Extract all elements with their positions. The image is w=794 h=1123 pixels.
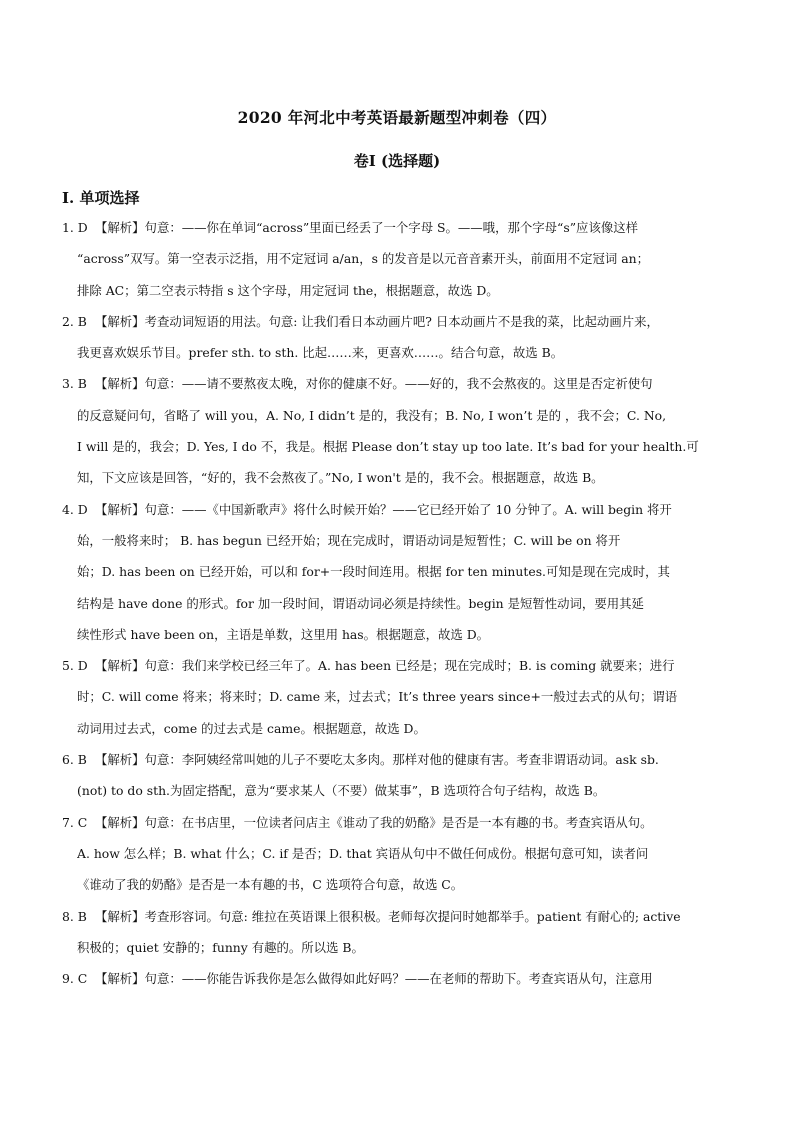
- answer-text-line: 续性形式 have been on，主语是单数，这里用 has。根据题意，故选 D。: [77, 626, 490, 642]
- answer-number: 8. B: [62, 908, 87, 924]
- answer-text-line: 【解析】句意：在书店里，一位读者问店主《谁动了我的奶酪》是否是一本有趣的书。考查宾语从句。: [95, 814, 653, 830]
- answer-text-line: 的反意疑问句，省略了 will you，A. No, I didn’t 是的，我没有；B. No, I won’t 是的 ，我不会；C. No,: [77, 407, 667, 423]
- answer-text-line: 始，一般将来时； B. has begun 已经开始；现在完成时，谓语动词是短暂性；C. will be on 将开: [77, 532, 621, 548]
- page-title: 2020 年河北中考英语最新题型冲刺卷（四）: [237, 108, 557, 127]
- answer-text-line: 始；D. has been on 已经开始，可以和 for+一段时间连用。根据 for ten minutes.可知是现在完成时，其: [77, 564, 670, 580]
- answer-item: [62, 212, 734, 306]
- answer-item: [62, 306, 734, 369]
- answer-text-line: (not) to do sth.为固定搭配，意为“要求某人（不要）做某事”，B 选项符合句子结构，故选 B。: [77, 783, 606, 799]
- answer-number: 5. D: [62, 658, 88, 674]
- answer-number: 9. C: [62, 971, 88, 987]
- answer-text-line: 【解析】句意：——你在单词“across”里面已经丢了一个字母 S。——哦，那个字母“s”应该像这样: [95, 220, 639, 235]
- answer-text-line: 知，下文应该是回答，“好的，我不会熬夜了。”No, I won't 是的，我不会。根据题意，故选 B。: [77, 470, 604, 486]
- answer-text-line: 【解析】考查动词短语的用法。句意: 让我们看日本动画片吧? 日本动画片不是我的菜，比起动画片来，: [95, 313, 659, 329]
- answer-item: [62, 963, 734, 994]
- answer-text-line: 【解析】考查形容词。句意: 维拉在英语课上很积极。老师每次提问时她都举手。patient 有耐心的; active: [95, 908, 681, 924]
- answer-text-line: 【解析】句意：——《中国新歌声》将什么时候开始？——它已经开始了 10 分钟了。A. will begin 将开: [95, 501, 672, 517]
- answer-text-line: 我更喜欢娱乐节目。prefer sth. to sth. 比起……来，更喜欢……。结合句意，故选 B。: [77, 345, 564, 361]
- answer-list: [62, 212, 734, 994]
- answer-text-line: 【解析】句意：李阿姨经常叫她的儿子不要吃太多肉。那样对他的健康有害。考查非谓语动词。ask sb.: [95, 752, 659, 768]
- section-subtitle: 卷I (选择题): [353, 152, 441, 170]
- answer-number: 4. D: [62, 501, 88, 517]
- answer-number: 6. B: [62, 752, 87, 768]
- section-heading: I. 单项选择: [62, 189, 140, 207]
- answer-text-line: 结构是 have done 的形式。for 加一段时间，谓语动词必须是持续性。begin 是短暂性动词，要用其延: [77, 595, 644, 611]
- answer-number: 7. C: [62, 814, 88, 830]
- answer-number: 3. B: [62, 376, 87, 392]
- answer-text-line: 时；C. will come 将来；将来时；D. came 来，过去式；It’s three years since+一般过去式的从句；谓语: [77, 689, 678, 705]
- answer-item: [62, 368, 734, 493]
- answer-text-line: 【解析】句意：我们来学校已经三年了。A. has been 已经是；现在完成时；B. is coming 就要来；进行: [95, 658, 675, 674]
- answer-text-line: 动词用过去式，come 的过去式是 came。根据题意，故选 D。: [77, 720, 426, 736]
- answer-text-line: 【解析】句意：——请不要熬夜太晚，对你的健康不好。——好的，我不会熬夜的。这里是否定祈使句: [95, 376, 653, 392]
- answer-text-line: I will 是的，我会；D. Yes, I do 不，我是。根据 Please don’t stay up too late. It’s bad for your health.可: [77, 439, 699, 455]
- answer-number: 1. D: [62, 220, 88, 235]
- answer-item: [62, 650, 734, 744]
- answer-item: [62, 807, 734, 901]
- answer-item: [62, 494, 734, 650]
- answer-text-line: 排除 AC；第二空表示特指 s 这个字母，用定冠词 the，根据题意，故选 D。: [77, 282, 499, 298]
- answer-number: 2. B: [62, 313, 87, 329]
- answer-text-line: A. how 怎么样；B. what 什么；C. if 是否；D. that 宾语从句中不做任何成份。根据句意可知，读者问: [77, 845, 649, 861]
- answer-text-line: “across”双写。第一空表示泛指，用不定冠词 a/an，s 的发音是以元音音素开头，前面用不定冠词 an；: [77, 251, 650, 267]
- answer-text-line: 【解析】句意：——你能告诉我你是怎么做得如此好吗？——在老师的帮助下。考查宾语从句，注意用: [95, 971, 653, 987]
- answer-item: [62, 744, 734, 807]
- answer-text-line: 《谁动了我的奶酪》是否是一本有趣的书，C 选项符合句意，故选 C。: [77, 877, 464, 893]
- answer-text-line: 积极的；quiet 安静的；funny 有趣的。所以选 B。: [77, 939, 364, 955]
- answer-item: [62, 901, 734, 964]
